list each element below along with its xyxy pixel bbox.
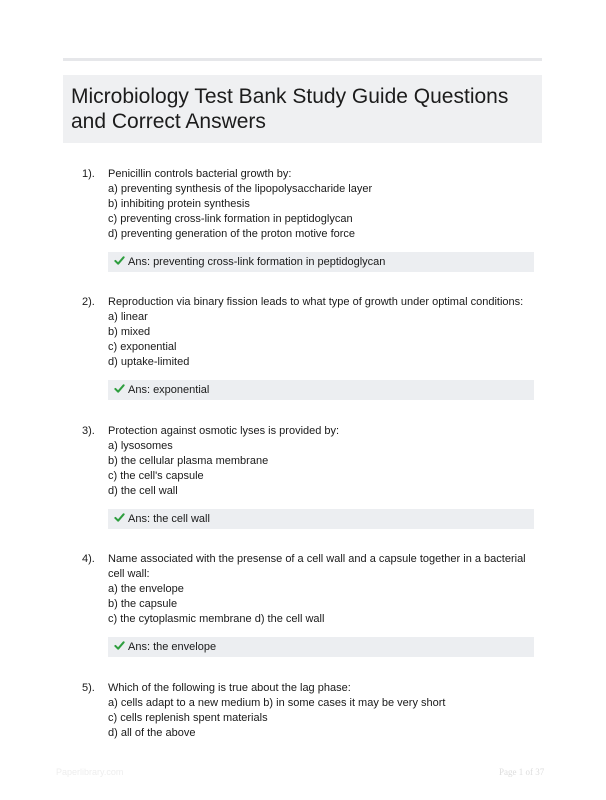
- option-a: a) preventing synthesis of the lipopolysaccharide layer: [108, 183, 373, 195]
- question-number: 3).: [82, 425, 95, 437]
- option-a: a) linear: [108, 311, 148, 323]
- check-icon: [114, 383, 125, 394]
- question-number: 2).: [82, 296, 95, 308]
- question-number: 4).: [82, 553, 95, 565]
- option-b: b) mixed: [108, 326, 151, 338]
- question-text: Reproduction via binary fission leads to what type of growth under optimal conditions:: [108, 296, 524, 308]
- answer-box: [108, 380, 534, 400]
- page-title: Microbiology Test Bank Study Guide Questions and Correct Answers: [71, 85, 509, 133]
- check-icon: [114, 640, 125, 651]
- answer-box: [108, 509, 534, 529]
- option-c-d: c) the cytoplasmic membrane d) the cell wall: [108, 613, 325, 625]
- top-divider: [63, 58, 542, 61]
- question-number: 5).: [82, 682, 95, 694]
- option-c: c) cells replenish spent materials: [108, 712, 268, 724]
- option-b: b) the cellular plasma membrane: [108, 455, 269, 467]
- question-body: [108, 681, 538, 741]
- answer-text: Ans: the envelope: [128, 641, 217, 653]
- option-c: c) exponential: [108, 341, 177, 353]
- question-text: Penicillin controls bacterial growth by:: [108, 168, 292, 180]
- question-body: [108, 424, 538, 499]
- question-body: [108, 552, 538, 627]
- option-c: c) the cell's capsule: [108, 470, 204, 482]
- question-text: Name associated with the presense of a cell wall and a capsule together in a bacterial cell wall:: [108, 553, 526, 580]
- page-number: Page 1 of 37: [499, 767, 545, 777]
- question-text: Which of the following is true about the lag phase:: [108, 682, 351, 694]
- option-b: b) the capsule: [108, 598, 178, 610]
- option-a-b: a) cells adapt to a new medium b) in some cases it may be very short: [108, 697, 446, 709]
- option-b: b) inhibiting protein synthesis: [108, 198, 250, 210]
- answer-box: [108, 637, 534, 657]
- option-d: d) all of the above: [108, 727, 196, 739]
- check-icon: [114, 255, 125, 266]
- option-d: d) the cell wall: [108, 485, 178, 497]
- option-a: a) lysosomes: [108, 440, 173, 452]
- option-d: d) preventing generation of the proton motive force: [108, 228, 356, 240]
- question-body: [108, 295, 538, 370]
- question-number: 1).: [82, 168, 95, 180]
- answer-text: Ans: the cell wall: [128, 513, 210, 525]
- question-text: Protection against osmotic lyses is provided by:: [108, 425, 340, 437]
- answer-box: [108, 252, 534, 272]
- answer-text: Ans: exponential: [128, 384, 210, 396]
- answer-text: Ans: preventing cross-link formation in peptidoglycan: [128, 256, 386, 268]
- title-banner: [63, 75, 542, 143]
- option-d: d) uptake-limited: [108, 356, 190, 368]
- footer-watermark: Paperlibrary.com: [56, 767, 124, 777]
- question-body: [108, 167, 538, 242]
- check-icon: [114, 512, 125, 523]
- option-c: c) preventing cross-link formation in peptidoglycan: [108, 213, 353, 225]
- option-a: a) the envelope: [108, 583, 184, 595]
